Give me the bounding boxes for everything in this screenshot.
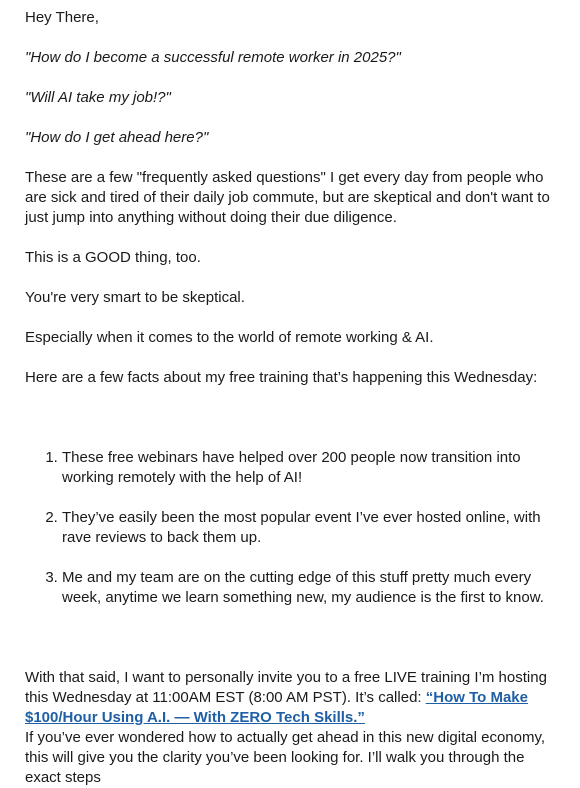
paragraph-remote-ai: Especially when it comes to the world of remote working & AI.	[25, 329, 434, 346]
fact-item: 3. Me and my team are on the cutting edge of this stuff pretty much every week, anytime we learn something new, my audience is the first to know.	[62, 568, 555, 608]
invite-text: With that said, I want to personally invite you to a free LIVE training I’m hosting this Wednesday at 11:00AM EST (8:00 AM PST). It’s called:	[25, 669, 547, 706]
fact-item: 1. These free webinars have helped over 200 people now transition into working remotely with the help of AI!	[62, 448, 555, 488]
paragraph-facts-intro: Here are a few facts about my free training that’s happening this Wednesday:	[25, 369, 538, 386]
question-2: "Will AI take my job!?"	[25, 89, 171, 106]
email-body	[25, 8, 555, 788]
spacer	[25, 628, 555, 668]
paragraph-faq: These are a few "frequently asked questions" I get every day from people who are sick and tired of their daily job commute, but are skeptical and don't want to just jump into anything without doing their due diligence.	[25, 169, 550, 226]
closing-paragraph: If you’ve ever wondered how to actually get ahead in this new digital economy, this will give you the clarity you’ve been looking for. I’ll walk you through the exact steps	[25, 729, 546, 786]
question-3: "How do I get ahead here?"	[25, 129, 209, 146]
question-1: "How do I become a successful remote worker in 2025?"	[25, 49, 401, 66]
fact-item: 2. They’ve easily been the most popular event I’ve ever hosted online, with rave reviews to back them up.	[62, 508, 555, 548]
webinar-link[interactable]: “How To Make $100/Hour Using A.I. — With ZERO Tech Skills.”	[25, 689, 528, 726]
paragraph-good-thing: This is a GOOD thing, too.	[25, 249, 201, 266]
invite-paragraph	[25, 668, 555, 728]
paragraph-skeptical: You're very smart to be skeptical.	[25, 289, 245, 306]
facts-list	[25, 448, 555, 608]
spacer	[25, 408, 555, 448]
greeting: Hey There,	[25, 9, 99, 26]
